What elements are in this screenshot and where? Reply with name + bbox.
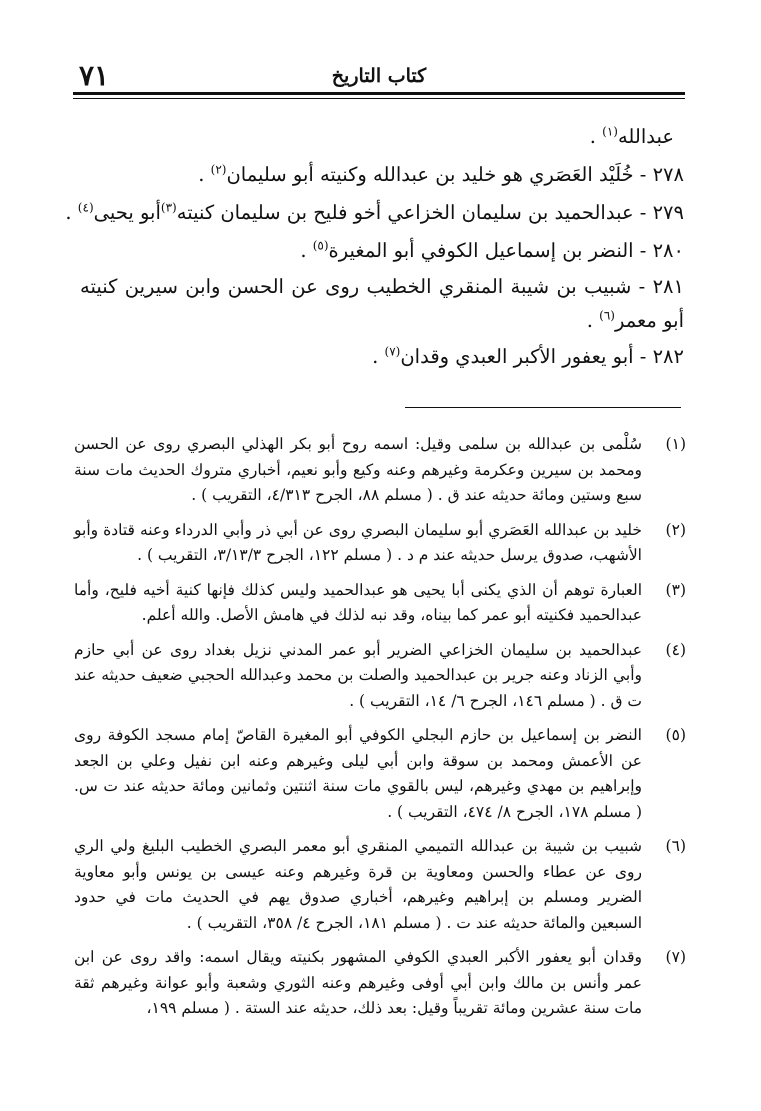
- footnote-text: وقدان أبو يعفور الأكبر العبدي الكوفي المشهور بكنيته ويقال اسمه: واقد روى عن ابن عمر وأنس بن مالك وابن أبي أوفى وغيرهم وعنه الثوري وشعبة وأبو عوانة وغيرهم ثقة مات سنة عشرين ومائة تقريباً وقيل: بعد ذلك، حديثه عند الستة . ( مسلم ١٩٩،: [74, 948, 642, 1017]
- footnote: [74, 834, 686, 936]
- entry-text: ٢٨١ - شبيب بن شيبة المنقري الخطيب روى عن الحسن وابن سيرين كنيته أبو معمر: [80, 275, 684, 332]
- footnote-text: عبدالحميد بن سليمان الخزاعي الضرير أبو عمر المدني نزيل بغداد روى عن أبي حازم وأبي الزناد وعنه جرير بن عبدالحميد والصلت بن محمد وعبدالله الحجبي ضعيف حديثه عند ت ق . ( مسلم ١٤٦، الجرح ٦/ ١٤، التقريب ) .: [74, 640, 642, 710]
- footnote-text: خليد بن عبدالله العَصَري أبو سليمان البصري روى عن أبي ذر وأبي الدرداء وعنه قتادة وأبو الأشهب، صدوق يرسل حديثه عند م د . ( مسلم ١٢٢، الجرح ٣/١٣/٣، التقريب ) .: [74, 520, 642, 564]
- entry-line: عبدالله$^{(١)}$ .: [589, 124, 674, 148]
- entry-text: ٢٧٨ - خُلَيْد العَصَري هو خليد بن عبدالله وكنيته أبو سليمان: [226, 163, 684, 186]
- footnotes: [74, 432, 686, 1031]
- footnote: [74, 518, 686, 569]
- footnote-ref: (٣): [160, 200, 177, 215]
- footnote-number: (١): [665, 435, 686, 453]
- entry-line: ٢٨١ - شبيب بن شيبة المنقري الخطيب روى عن الحسن وابن سيرين كنيته أبو معمر$^{(٦)}$ .: [80, 275, 684, 332]
- footnote-text: العبارة توهم أن الذي يكنى أبا يحيى هو عبدالحميد وليس كذلك فإنها كنية أخيه فليح، وأما عبدالحميد فكنيته أبو عمر كما بيناه، وقد نبه لذلك في هامش الأصل. والله أعلم.: [74, 580, 642, 624]
- footnote: [74, 723, 686, 825]
- entry-line: ٢٧٨ - خُلَيْد العَصَري هو خليد بن عبدالله وكنيته أبو سليمان$^{(٢)}$ .: [198, 162, 684, 186]
- footnote-number: (٧): [665, 948, 686, 966]
- footnote-number: (٦): [665, 837, 686, 855]
- entries-list: [65, 118, 684, 376]
- footnote-ref: (٤): [77, 200, 94, 215]
- page-header: [73, 59, 685, 92]
- footnote-text: شبيب بن شيبة بن عبدالله التميمي المنقري أبو معمر البصري الخطيب البليغ ولي الري روى عن عطاء والحسن ومعاوية بن قرة وغيرهم وعنه عيسى بن يونس وأبو معاوية الضرير ومسلم بن إبراهيم وغيرهم، أخباري صدوق يهم في الحديث مات في حدود السبعين والمائة حديثه عند ت . ( مسلم ١٨١، الجرح ٤/ ٣٥٨، التقريب ) .: [74, 837, 642, 932]
- page-title: كتاب التاريخ: [331, 65, 427, 87]
- footnote-text: سُلْمى بن عبدالله بن سلمى وقيل: اسمه روح أبو بكر الهذلي البصري روى عن الحسن ومحمد بن سيرين وعكرمة وغيرهم وعنه وكيع وأبو نعيم، أخباري متروك الحديث مات سنة سبع وستين ومائة حديثه عند ق . ( مسلم ٨٨، الجرح ٤/٣١٣، التقريب ) .: [74, 435, 642, 504]
- footnote-number: (٥): [665, 726, 686, 744]
- entry-line: ٢٧٩ - عبدالحميد بن سليمان الخزاعي أخو فليح بن سليمان كنيته$^{(٣)}$أبو يحيى$^{(٤)}$ .: [65, 200, 684, 224]
- header-rule-thin: [73, 98, 685, 99]
- entry-line: ٢٨٠ - النضر بن إسماعيل الكوفي أبو المغيرة$^{(٥)}$ .: [300, 238, 684, 262]
- entry-text: ٢٨٠ - النضر بن إسماعيل الكوفي أبو المغيرة: [328, 239, 684, 262]
- footnote-ref: (٥): [312, 238, 329, 253]
- entry-text: ٢٨٢ - أبو يعفور الأكبر العبدي وقدان: [400, 345, 684, 368]
- footnote: [74, 578, 686, 629]
- footnote-number: (٢): [665, 520, 686, 539]
- entry-text: ٢٧٩ - عبدالحميد بن سليمان الخزاعي أخو فليح بن سليمان كنيته: [176, 201, 684, 224]
- footnote-ref: (١): [602, 124, 618, 139]
- footnote-ref: (٢): [210, 162, 227, 177]
- footnote-ref: (٦): [599, 308, 615, 323]
- footnote-number: (٣): [665, 580, 686, 599]
- entry-line: ٢٨٢ - أبو يعفور الأكبر العبدي وقدان$^{(٧)}$ .: [372, 344, 684, 368]
- footnote-separator: [405, 407, 681, 408]
- footnote-number: (٤): [665, 640, 686, 659]
- page-number: ٧١: [79, 59, 110, 92]
- footnote: [74, 945, 686, 1022]
- footnote: [74, 638, 686, 715]
- header-rule-thick: [73, 92, 685, 95]
- entry-text: عبدالله: [617, 125, 674, 148]
- footnote: [74, 432, 686, 509]
- footnote-text: النضر بن إسماعيل بن حازم البجلي الكوفي أبو المغيرة القاصّ إمام مسجد الكوفة روى عن الأعمش ومحمد بن سوقة وابن أبي ليلى وغيرهم وعنه ابن نفيل وعلي بن الجعد وإبراهيم بن مهدي وغيرهم، ليس بالقوي مات سنة اثنتين وثمانين ومائة حديثه عند ت س. ( مسلم ١٧٨، الجرح ٨/ ٤٧٤، التقريب ) .: [74, 726, 642, 821]
- footnote-ref: (٧): [384, 344, 401, 359]
